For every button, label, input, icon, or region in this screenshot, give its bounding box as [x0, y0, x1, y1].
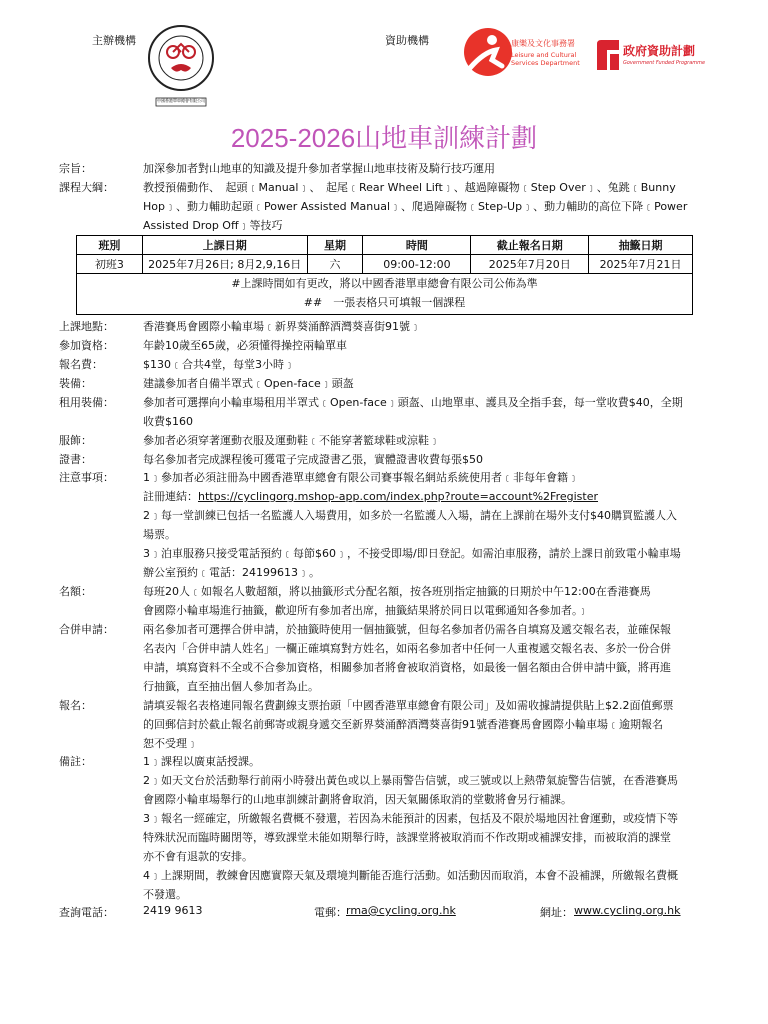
lcsd-name-zh: 康樂及文化事務署: [511, 39, 575, 48]
lcsd-name-en-1: Leisure and Cultural: [511, 51, 577, 59]
notes-line: 場票。: [143, 528, 176, 541]
scheme-logo-zh: 政府資助計劃: [623, 44, 696, 58]
purpose-label: 宗旨：: [59, 162, 92, 175]
table-cell: 2025年7月20日: [471, 255, 589, 274]
notes-line: 3﹞泊車服務只接受電話預約﹝每節$60﹞，不接受即場/即日登記。如需泊車服務，請於上課日前致電小輪車場: [143, 547, 681, 560]
schedule-table: [76, 235, 693, 274]
phone-value: 2419 9613: [143, 904, 203, 917]
quota-line: 會國際小輪車場進行抽籤，歡迎所有參加者出席，抽籤結果將於同日以電郵通知各參加者。﹞: [143, 604, 589, 617]
remarks-line: 4﹞上課期間，教練會因應實際天氣及環境判斷能否進行活動。如活動因而取消，本會不設補課，所繳報名費概: [143, 869, 678, 882]
attire-text: 參加者必須穿著運動衣服及運動鞋﹝不能穿著籃球鞋或涼鞋﹞: [143, 434, 440, 447]
phone-label: 查詢電話：: [59, 906, 114, 919]
page-title: 2025-2026山地車訓練計劃: [230, 123, 538, 153]
notes-line: 1﹞參加者必須註冊為中國香港單車總會有限公司賽事報名網站系統使用者﹝非每年會籍﹞: [143, 471, 579, 484]
organizer-logo: [146, 22, 216, 110]
certificate-text: 每名參加者完成課程後可獲電子完成證書乙張，實體證書收費每張$50: [143, 453, 483, 466]
rental-line: 收費$160: [143, 415, 193, 428]
lcsd-name-en-2: Services Department: [511, 59, 580, 67]
scheme-logo-en: Government Funded Programme: [623, 60, 706, 66]
table-header: 截止報名日期: [471, 236, 589, 255]
schedule-note-box: [76, 273, 693, 315]
register-link[interactable]: https://cyclingorg.mshop-app.com/index.php?route=account%2Fregister: [198, 490, 599, 503]
table-header: 班別: [77, 236, 143, 255]
certificate-label: 證書：: [59, 453, 92, 466]
joint-label: 合併申請：: [59, 623, 114, 636]
joint-line: 名表內「合併申請人姓名」一欄正確填寫對方姓名，如兩名參加者中任何一人重複遞交報名表、多於一份合併: [143, 642, 671, 655]
remarks-line: 不發還。: [143, 888, 187, 901]
remarks-line: 會國際小輪車場舉行的山地車訓練計劃將會取消，因天氣關係取消的堂數將會另行補課。: [143, 793, 572, 806]
apply-line: 的回郵信封於截止報名前郵寄或親身遞交至新界葵涌醉酒灣葵喜街91號香港賽馬會國際小輪車場﹝逾期報名: [143, 718, 663, 731]
sponsor-label: 資助機構: [385, 34, 429, 47]
table-cell: 2025年7月21日: [589, 255, 693, 274]
table-cell: 2025年7月26日; 8月2,9,16日: [142, 255, 307, 274]
syllabus-line: Hop﹞、動力輔助起頭﹝Power Assisted Manual﹞、爬過障礙物﹝Step-Up﹞、動力輔助的高位下降﹝Power: [143, 200, 688, 213]
remarks-label: 備註：: [59, 755, 92, 768]
joint-line: 申請，填寫資料不全或不合參加資格，相關參加者將會被取消資格，如最後一個名額由合併申請中籤，將再進: [143, 661, 671, 674]
apply-label: 報名：: [59, 699, 92, 712]
table-header: 上課日期: [142, 236, 307, 255]
quota-line: 每班20人﹝如報名人數超額，將以抽籤形式分配名額，按各班別指定抽籤的日期於中午12:00在香港賽馬: [143, 585, 651, 598]
equipment-text: 建議參加者自備半罩式﹝Open-face﹞頭盔: [143, 377, 354, 390]
notes-line: 2﹞每一堂訓練已包括一名監護人入場費用，如多於一名監護人入場，請在上課前在場外支付$40購買監護人入: [143, 509, 677, 522]
fee-label: 報名費：: [59, 358, 103, 371]
notes-label: 注意事項：: [59, 471, 114, 484]
syllabus-label: 課程大綱：: [59, 181, 114, 194]
table-header: 星期: [307, 236, 363, 255]
scheme-logo: [593, 38, 706, 74]
web-link[interactable]: www.cycling.org.hk: [574, 904, 681, 917]
remarks-line: 特殊狀況而臨時關閉等，導致課堂未能如期舉行時，該課堂將被取消而不作改期或補課安排，而被取消的課堂: [143, 831, 671, 844]
eligibility-label: 參加資格：: [59, 339, 114, 352]
remarks-line: 2﹞如天文台於活動舉行前兩小時發出黃色或以上暴雨警告信號，或三號或以上熱帶氣旋警告信號，在香港賽馬: [143, 774, 678, 787]
purpose-text: 加深參加者對山地車的知識及提升參加者掌握山地車技術及騎行技巧運用: [143, 162, 495, 175]
apply-line: 恕不受理﹞: [143, 737, 198, 750]
remarks-line: 3﹞報名一經確定，所繳報名費概不發還，若因為未能預計的因素，包括及不限於場地因社會運動，或疫情下等: [143, 812, 678, 825]
remarks-line: 亦不會有退款的安排。: [143, 850, 253, 863]
web-label: 網址：: [540, 906, 573, 919]
attire-label: 服飾：: [59, 434, 92, 447]
venue-label: 上課地點：: [59, 320, 114, 333]
table-header: 時間: [363, 236, 471, 255]
notes-line: 辦公室預約﹝電話：24199613﹞。: [143, 566, 320, 579]
email-label: 電郵：: [314, 906, 347, 919]
venue-text: 香港賽馬會國際小輪車場﹝新界葵涌醉酒灣葵喜街91號﹞: [143, 320, 421, 333]
syllabus-line: 教授預備動作、 起頭﹝Manual﹞、 起尾﹝Rear Wheel Lift﹞、越過障礙物﹝Step Over﹞、兔跳﹝Bunny: [143, 181, 676, 194]
table-cell: 初班3: [77, 255, 143, 274]
eligibility-text: 年齡10歲至65歲，必須懂得操控兩輪單車: [143, 339, 347, 352]
equipment-label: 裝備：: [59, 377, 92, 390]
quota-label: 名額：: [59, 585, 92, 598]
schedule-note: #上課時間如有更改，將以中國香港單車總會有限公司公佈為準: [231, 277, 538, 290]
register-link-label: 註冊連結：: [143, 490, 198, 503]
organizer-label: 主辦機構: [92, 34, 136, 47]
schedule-note: ## 一張表格只可填報一個課程: [303, 296, 466, 309]
lcsd-logo-icon: [462, 26, 514, 78]
joint-line: 行抽籤，直至抽出個人參加者為止。: [143, 680, 319, 693]
rental-line: 參加者可選擇向小輪車場租用半罩式﹝Open-face﹞頭盔、山地單車、護具及全指手套，每一堂收費$40，全期: [143, 396, 683, 409]
fee-text: $130﹝合共4堂，每堂3小時﹞: [143, 358, 295, 371]
apply-line: 請填妥報名表格連同報名費劃線支票抬頭「中國香港單車總會有限公司」及如需收據請提供貼上$2.2面值郵票: [143, 699, 674, 712]
syllabus-line: Assisted Drop Off﹞等技巧: [143, 219, 283, 232]
organizer-logo-caption: 中國香港單車總會有限公司: [157, 98, 205, 103]
table-cell: 六: [307, 255, 363, 274]
table-header: 抽籤日期: [589, 236, 693, 255]
email-link[interactable]: rma@cycling.org.hk: [346, 904, 456, 917]
rental-label: 租用裝備：: [59, 396, 114, 409]
remarks-line: 1﹞課程以廣東話授課。: [143, 755, 260, 768]
table-row: [77, 255, 693, 274]
joint-line: 兩名參加者可選擇合併申請，於抽籤時使用一個抽籤號，但每名參加者仍需各自填寫及遞交報名表，並確保報: [143, 623, 671, 636]
table-header-row: [77, 236, 693, 255]
table-cell: 09:00-12:00: [363, 255, 471, 274]
